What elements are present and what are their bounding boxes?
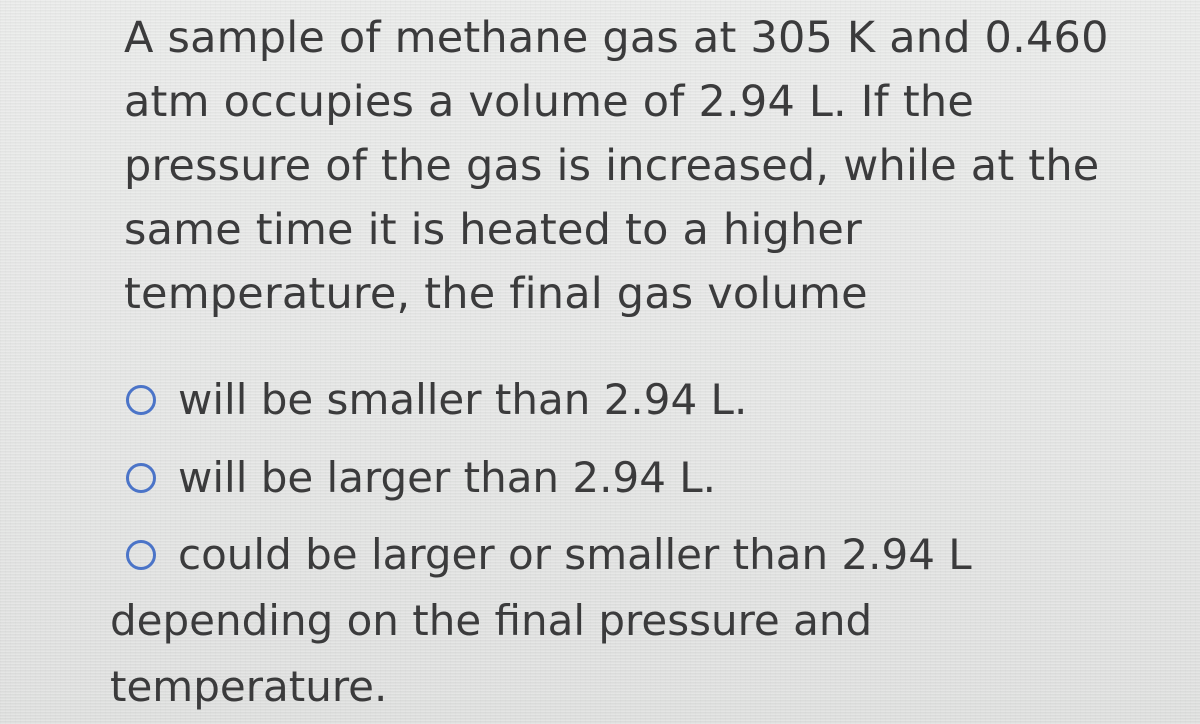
question-line: atm occupies a volume of 2.94 L. If the [124,77,975,127]
answer-options [110,368,1170,720]
answer-option-label-continued: depending on the final pressure and [110,596,873,645]
question-line: A sample of methane gas at 305 K and 0.460 [124,13,1109,63]
radio-button-icon[interactable] [126,463,156,493]
answer-option-label: will be smaller than 2.94 L. [178,375,748,424]
answer-option-label: could be larger or smaller than 2.94 L [178,530,972,579]
answer-option-depends[interactable] [110,522,1170,720]
question-line: temperature, the final gas volume [124,269,868,319]
question-line: pressure of the gas is increased, while at the [124,141,1100,191]
answer-option-label-continued: temperature. [110,662,388,711]
radio-button-icon[interactable] [126,540,156,570]
question-line: same time it is heated to a higher [124,205,862,255]
answer-option-larger[interactable] [110,446,1170,510]
radio-button-icon[interactable] [126,385,156,415]
answer-option-smaller[interactable] [110,368,1170,432]
answer-option-label: will be larger than 2.94 L. [178,453,717,502]
question-text [124,6,1164,326]
